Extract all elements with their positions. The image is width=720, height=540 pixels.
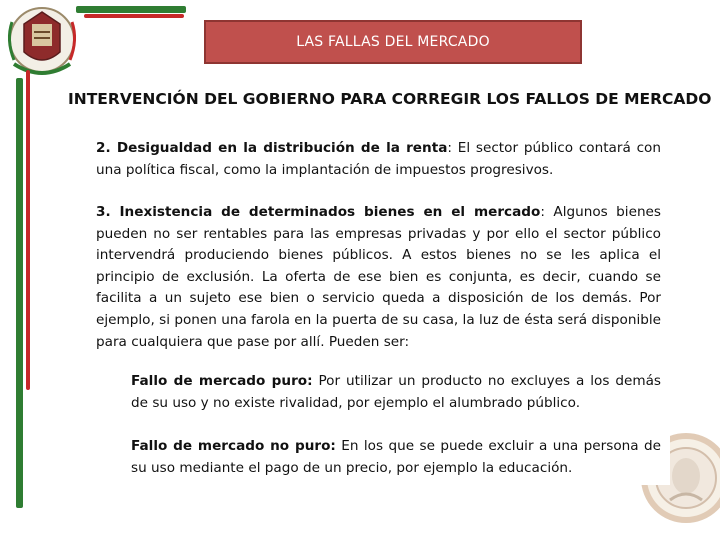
decor-stripe-red-left bbox=[26, 70, 30, 390]
paragraph-text: : Algunos bienes pueden no ser rentables para las empresas privadas y por ello el sector público intervendrá produciendo bienes públicos. A estos bienes no se les aplica el principio de exclusión. La oferta de ese bien es conjunta, es decir, cuando se facilita a un sujeto ese bien o servicio queda a disposición de los demás. Por ejemplo, si ponen una farola en la puerta de su casa, la luz de ésta será disponible para cualquiera que pase por allí. Pueden ser: bbox=[96, 204, 662, 350]
slide-title: LAS FALLAS DEL MERCADO bbox=[296, 34, 490, 50]
decor-stripe-red-top bbox=[84, 14, 184, 18]
subparagraph-lead: Fallo de mercado puro: bbox=[131, 373, 313, 389]
subparagraph-text: En los que se puede excluir a una persona de su uso mediante el pago de un precio, por ejemplo la educación. bbox=[131, 438, 662, 476]
subparagraph-fallo-puro bbox=[131, 371, 661, 414]
subparagraph-text: Por utilizar un producto no excluyes a los demás de su uso y no existe rivalidad, por ejemplo el alumbrado público. bbox=[131, 373, 661, 411]
paragraph-lead: 3. Inexistencia de determinados bienes en el mercado bbox=[96, 204, 541, 220]
slide-title-box bbox=[204, 20, 582, 64]
paragraph-inexistencia bbox=[96, 202, 661, 353]
section-heading: INTERVENCIÓN DEL GOBIERNO PARA CORREGIR LOS FALLOS DE MERCADO bbox=[68, 90, 712, 108]
decor-stripe-green-top bbox=[76, 6, 186, 13]
subparagraph-fallo-no-puro bbox=[131, 436, 661, 479]
paragraph-lead: 2. Desigualdad en la distribución de la renta bbox=[96, 140, 448, 156]
decor-stripe-green-left bbox=[16, 78, 23, 508]
subparagraph-lead: Fallo de mercado no puro: bbox=[131, 438, 336, 454]
paragraph-text: : El sector público contará con una política fiscal, como la implantación de impuestos progresivos. bbox=[96, 140, 661, 178]
paragraph-desigualdad bbox=[96, 138, 661, 181]
national-crest-icon bbox=[2, 2, 88, 84]
